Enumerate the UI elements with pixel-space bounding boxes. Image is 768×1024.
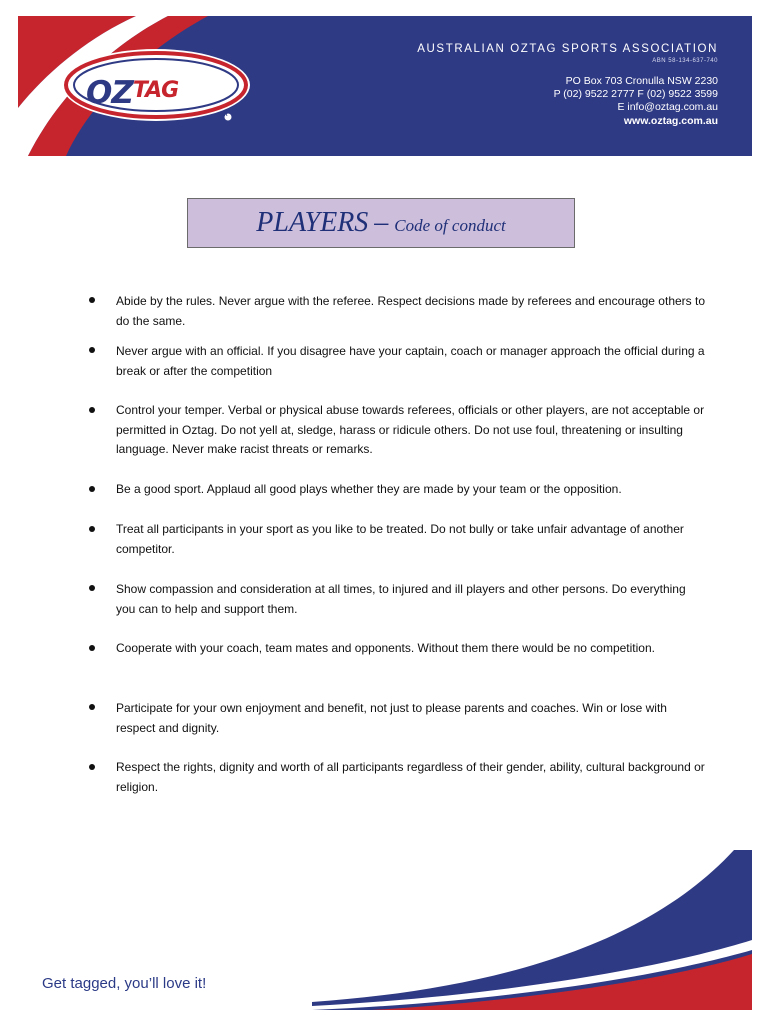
rule-item: Respect the rights, dignity and worth of all participants regardless of their gender, ability, cultural background or religion.: [116, 760, 705, 794]
organisation-name: AUSTRALIAN OZTAG SPORTS ASSOCIATION: [417, 43, 718, 55]
postal-address: PO Box 703 Cronulla NSW 2230: [565, 75, 718, 87]
page-subtitle: Code of conduct: [394, 216, 506, 235]
title-dash: –: [374, 207, 389, 238]
rule-item: Control your temper. Verbal or physical abuse towards referees, officials or other players, are not acceptable or permitted in Oztag. Do not yell at, sledge, harass or ridicule others. Do not use foul, threatening or insulting language. Never make racist threats or remarks.: [116, 403, 705, 456]
rule-item: Participate for your own enjoyment and benefit, not just to please parents and coaches. Win or lose with respect and dignity.: [116, 701, 667, 735]
bullet-icon: [89, 764, 95, 770]
bullet-icon: [89, 704, 95, 710]
abn-number: ABN 58-134-637-740: [652, 58, 718, 64]
registered-mark: R: [224, 112, 228, 118]
phone-fax: P (02) 9522 2777 F (02) 9522 3599: [553, 88, 718, 100]
page-title-box: [187, 198, 575, 248]
rule-item: Be a good sport. Applaud all good plays whether they are made by your team or the opposition.: [116, 482, 622, 496]
bullet-icon: [89, 297, 95, 303]
bullet-icon: [89, 526, 95, 532]
bullet-icon: [89, 347, 95, 353]
organisation-details: [417, 42, 718, 128]
bullet-icon: [89, 645, 95, 651]
rule-item: Cooperate with your coach, team mates and opponents. Without them there would be no competition.: [116, 641, 655, 655]
rule-item: Never argue with an official. If you disagree have your captain, coach or manager approach the official during a break or after the competition: [116, 344, 705, 378]
bullet-icon: [89, 585, 95, 591]
logo-text: [86, 74, 236, 110]
header-banner: [18, 16, 752, 156]
page-title: PLAYERS: [256, 207, 369, 238]
rule-item: Treat all participants in your sport as you like to be treated. Do not bully or take unfair advantage of another competitor.: [116, 522, 684, 556]
rule-item: Show compassion and consideration at all times, to injured and ill players and other persons. Do everything you can to help and support them.: [116, 582, 686, 616]
footer-slogan: Get tagged, you’ll love it!: [42, 975, 207, 992]
email-address: E info@oztag.com.au: [617, 101, 718, 113]
website-address: www.oztag.com.au: [623, 115, 718, 127]
bullet-icon: [89, 407, 95, 413]
bullet-icon: [89, 486, 95, 492]
footer-swoosh: [312, 850, 752, 1010]
rule-item: Abide by the rules. Never argue with the referee. Respect decisions made by referees and encourage others to do the same.: [116, 294, 706, 328]
logo-oz: OZ: [86, 75, 133, 111]
logo-tag: TAG: [132, 78, 179, 103]
